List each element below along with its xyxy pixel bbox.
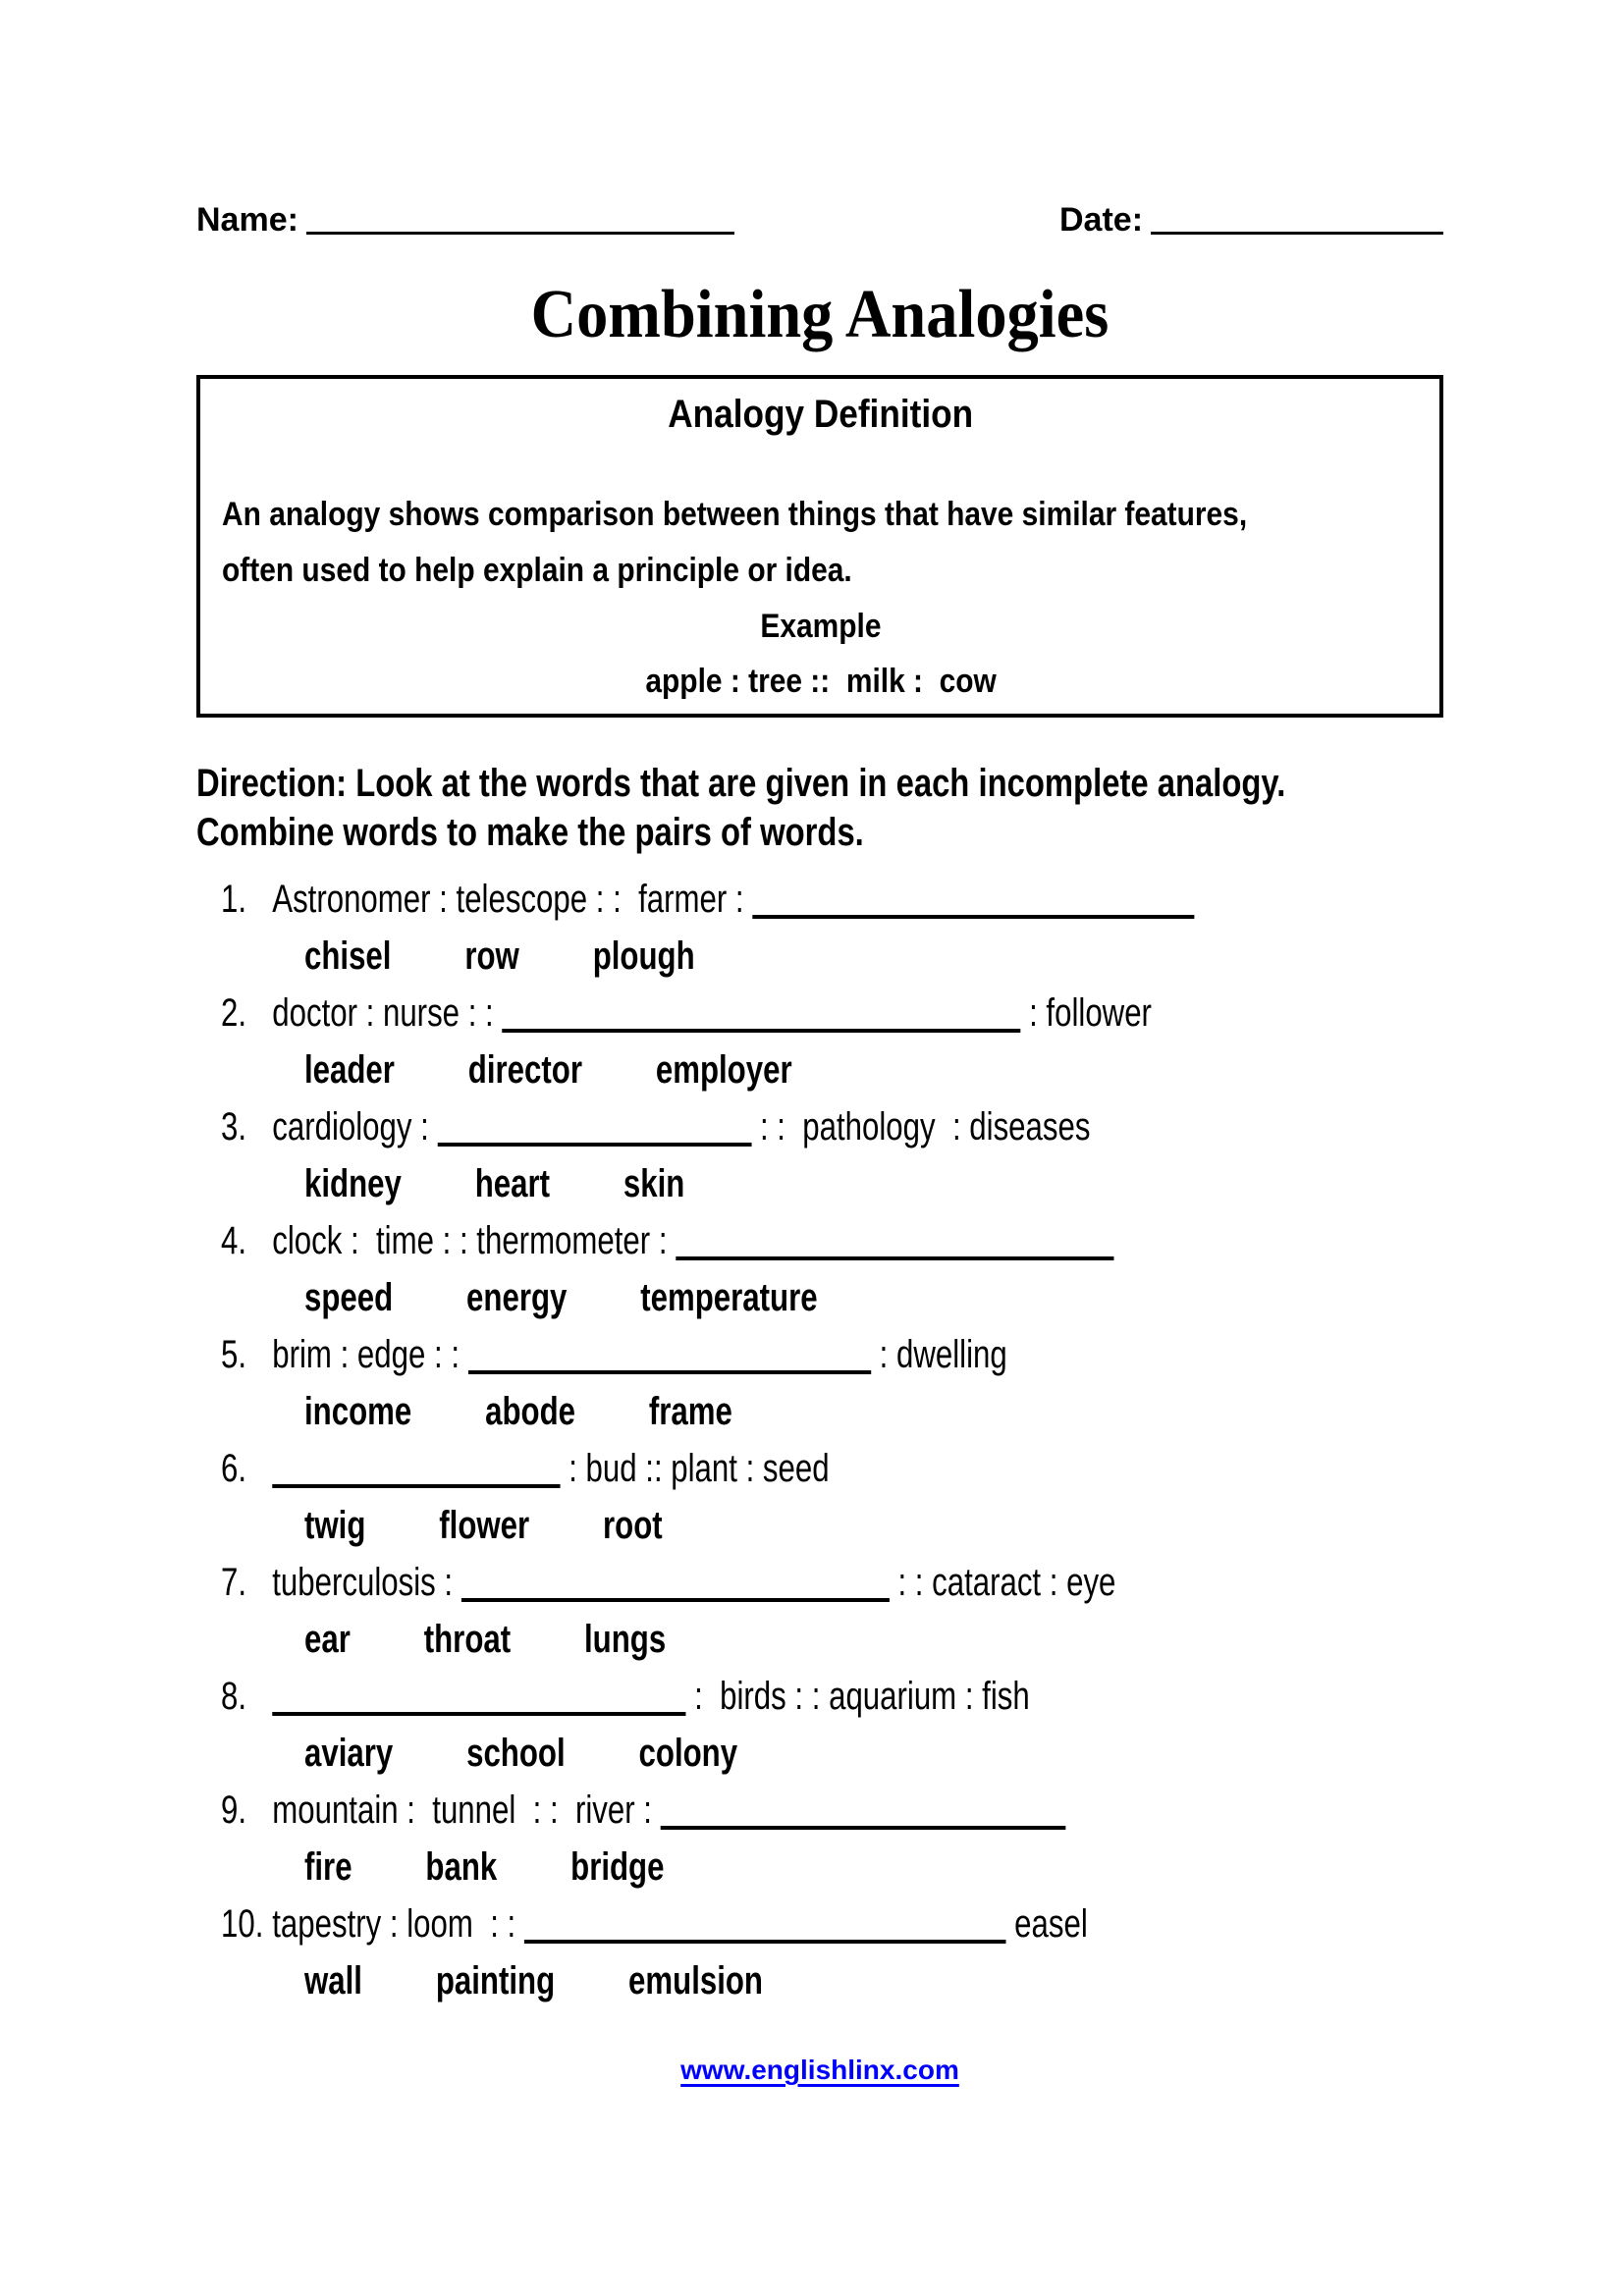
option-word: energy bbox=[466, 1276, 568, 1319]
date-write-line[interactable] bbox=[1151, 202, 1443, 235]
option-word: temperature bbox=[640, 1276, 818, 1319]
date-field bbox=[1059, 199, 1443, 240]
page-title-text: Combining Analogies bbox=[530, 277, 1110, 352]
option-word: flower bbox=[439, 1504, 530, 1547]
definition-line-2: often used to help explain a principle or idea. bbox=[222, 552, 852, 589]
example-label: Example bbox=[760, 608, 882, 645]
page-title bbox=[196, 277, 1443, 352]
option-word: painting bbox=[435, 1959, 556, 2002]
name-field bbox=[196, 199, 734, 240]
item-number: 9. bbox=[221, 1789, 247, 1832]
option-word: row bbox=[464, 934, 519, 978]
item-text-pre: mountain : tunnel : : river : bbox=[272, 1789, 661, 1832]
option-word: wall bbox=[304, 1959, 362, 2002]
item-text-post: : dwelling bbox=[870, 1333, 1007, 1376]
item-1 bbox=[196, 871, 1443, 985]
answer-blank-7[interactable] bbox=[461, 1565, 890, 1602]
item-text-pre: doctor : nurse : : bbox=[272, 991, 503, 1035]
option-word: lungs bbox=[584, 1618, 667, 1661]
option-word: plough bbox=[592, 934, 695, 978]
definition-heading-row bbox=[222, 391, 1420, 438]
item-number: 10. bbox=[221, 1902, 264, 1946]
option-word: frame bbox=[648, 1390, 732, 1433]
answer-blank-8[interactable] bbox=[272, 1679, 685, 1716]
answer-blank-3[interactable] bbox=[437, 1109, 751, 1147]
item-text-pre: cardiology : bbox=[272, 1105, 438, 1148]
definition-heading: Analogy Definition bbox=[668, 393, 974, 436]
answer-blank-9[interactable] bbox=[661, 1792, 1066, 1830]
option-word: skin bbox=[623, 1162, 685, 1205]
option-word: heart bbox=[474, 1162, 551, 1205]
item-7 bbox=[196, 1554, 1443, 1668]
answer-blank-2[interactable] bbox=[502, 995, 1020, 1033]
answer-blank-1[interactable] bbox=[752, 881, 1194, 919]
example-text: apple : tree :: milk : cow bbox=[645, 663, 997, 700]
definition-line-1: An analogy shows comparison between things that have similar features, bbox=[222, 496, 1248, 533]
item-text-pre: brim : edge : : bbox=[272, 1333, 468, 1376]
item-2 bbox=[196, 985, 1443, 1098]
item-text-pre: Astronomer : telescope : : farmer : bbox=[272, 878, 753, 921]
item-number: 7. bbox=[221, 1561, 247, 1604]
directions bbox=[196, 759, 1443, 857]
item-number: 4. bbox=[221, 1219, 247, 1262]
option-word: emulsion bbox=[628, 1959, 764, 2002]
answer-blank-6[interactable] bbox=[272, 1451, 560, 1488]
item-text-post: : birds : : aquarium : fish bbox=[685, 1675, 1030, 1718]
option-word: root bbox=[603, 1504, 663, 1547]
option-word: throat bbox=[423, 1618, 512, 1661]
item-10 bbox=[196, 1896, 1443, 2009]
option-word: bank bbox=[425, 1845, 498, 1889]
answer-blank-5[interactable] bbox=[468, 1337, 871, 1374]
name-label: Name: bbox=[196, 201, 298, 239]
item-number: 5. bbox=[221, 1333, 247, 1376]
item-number: 3. bbox=[221, 1105, 247, 1148]
header-row bbox=[196, 199, 1443, 240]
direction-line-1: Direction: Look at the words that are given in each incomplete analogy. bbox=[196, 762, 1286, 805]
item-text-pre: tapestry : loom : : bbox=[272, 1902, 524, 1946]
option-word: colony bbox=[638, 1732, 738, 1775]
option-word: speed bbox=[304, 1276, 394, 1319]
item-5 bbox=[196, 1326, 1443, 1440]
option-word: kidney bbox=[304, 1162, 402, 1205]
option-word: aviary bbox=[304, 1732, 394, 1775]
option-word: bridge bbox=[570, 1845, 665, 1889]
website-link[interactable]: www.englishlinx.com bbox=[680, 2055, 959, 2085]
date-label: Date: bbox=[1059, 201, 1144, 239]
items-list bbox=[196, 871, 1443, 2009]
option-word: fire bbox=[304, 1845, 352, 1889]
item-text-pre: clock : time : : thermometer : bbox=[272, 1219, 677, 1262]
definition-box bbox=[196, 375, 1443, 718]
answer-blank-10[interactable] bbox=[524, 1906, 1006, 1944]
item-9 bbox=[196, 1782, 1443, 1896]
item-text-post: : : pathology : diseases bbox=[751, 1105, 1091, 1148]
item-text-post: : follower bbox=[1020, 991, 1152, 1035]
direction-line-2: Combine words to make the pairs of words. bbox=[196, 811, 864, 854]
item-number: 8. bbox=[221, 1675, 247, 1718]
option-word: ear bbox=[304, 1618, 351, 1661]
item-text-post: : bud :: plant : seed bbox=[560, 1447, 830, 1490]
item-6 bbox=[196, 1440, 1443, 1554]
answer-blank-4[interactable] bbox=[676, 1223, 1113, 1260]
item-text-post: : : cataract : eye bbox=[889, 1561, 1116, 1604]
item-number: 2. bbox=[221, 991, 247, 1035]
option-word: twig bbox=[304, 1504, 366, 1547]
option-word: school bbox=[466, 1732, 566, 1775]
item-number: 1. bbox=[221, 878, 247, 921]
footer bbox=[196, 2055, 1443, 2086]
item-number: 6. bbox=[221, 1447, 247, 1490]
item-3 bbox=[196, 1098, 1443, 1212]
option-word: director bbox=[467, 1048, 582, 1092]
item-text-pre: tuberculosis : bbox=[272, 1561, 461, 1604]
item-8 bbox=[196, 1668, 1443, 1782]
option-word: income bbox=[304, 1390, 412, 1433]
item-text-post: easel bbox=[1005, 1902, 1088, 1946]
option-word: abode bbox=[485, 1390, 575, 1433]
option-word: employer bbox=[655, 1048, 792, 1092]
definition-body bbox=[222, 487, 1420, 599]
name-write-line[interactable] bbox=[306, 202, 734, 235]
option-word: leader bbox=[304, 1048, 395, 1092]
option-word: chisel bbox=[304, 934, 392, 978]
item-4 bbox=[196, 1212, 1443, 1326]
